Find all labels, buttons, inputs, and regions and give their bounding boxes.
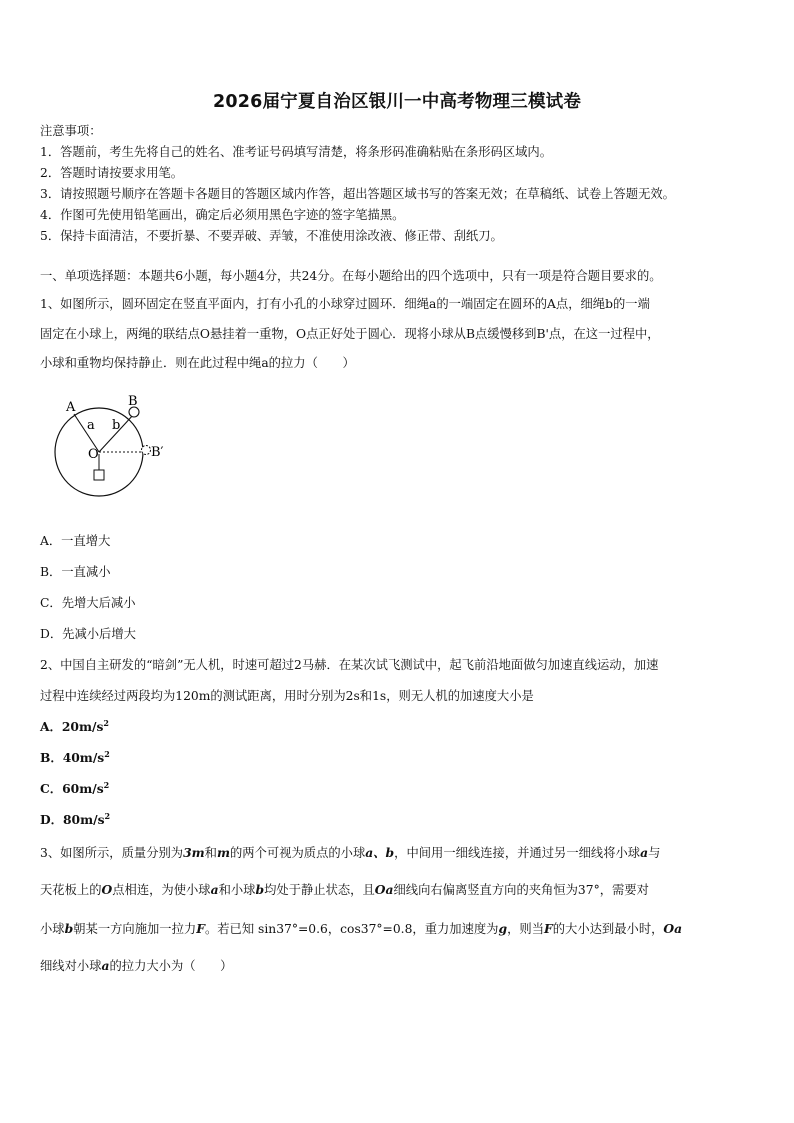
label-O: O bbox=[88, 447, 99, 462]
q1-option-a: A．一直增大 bbox=[40, 534, 111, 548]
notice-item: 5．保持卡面清洁，不要折暴、不要弄破、弄皱，不准使用涂改液、修正带、刮纸刀。 bbox=[40, 229, 503, 243]
label-Bprime: B′ bbox=[151, 445, 164, 460]
q1-option-c: C．先增大后减小 bbox=[40, 596, 136, 610]
label-a: a bbox=[87, 418, 95, 433]
q2-option-d: D．$80m/s^2$ bbox=[40, 810, 111, 827]
q1-text-line: 固定在小球上，两绳的联结点O悬挂着一重物，O点正好处于圆心．现将小球从B点缓慢移到B'点，在这一过程中， bbox=[40, 327, 660, 341]
label-B: B bbox=[128, 394, 138, 409]
q1-text-line: 1、如图所示，圆环固定在竖直平面内，打有小孔的小球穿过圆环．细绳a的一端固定在圆环的A点，细绳b的一端 bbox=[40, 297, 650, 311]
q2-option-a: A．$20m/s^2$ bbox=[40, 717, 109, 734]
notice-item: 1．答题前，考生先将自己的姓名、准考证号码填写清楚，将条形码准确粘贴在条形码区域内。 bbox=[40, 145, 552, 159]
notice-item: 2．答题时请按要求用笔。 bbox=[40, 166, 184, 180]
weight bbox=[94, 470, 104, 480]
notice-header: 注意事项： bbox=[40, 124, 102, 138]
q2-option-c: C．$60m/s^2$ bbox=[40, 779, 110, 796]
q1-option-b: B．一直减小 bbox=[40, 565, 111, 579]
ball-Bprime bbox=[142, 446, 151, 455]
q3-text-line: 天花板上的O点相连，为使小球a和小球b均处于静止状态，且Oa细线向右偏离竖直方向的夹角恒为37°，需要对 bbox=[40, 882, 649, 897]
label-b: b bbox=[112, 418, 121, 433]
q1-text-line: 小球和重物均保持静止．则在此过程中绳a的拉力（ ） bbox=[40, 356, 355, 370]
q2-text-line: 2、中国自主研发的“暗剑”无人机，时速可超过2马赫．在某次试飞测试中，起飞前沿地面做匀加速直线运动，加速 bbox=[40, 658, 659, 672]
notice-item: 4．作图可先使用铅笔画出，确定后必须用黑色字迹的签字笔描黑。 bbox=[40, 208, 405, 222]
q3-text-line: 细线对小球a的拉力大小为（ ） bbox=[40, 958, 233, 973]
q3-text-line: 小球b朝某一方向施加一拉力F。若已知 sin37°=0.6，cos37°=0.8，重力加速度为g，则当F的大小达到最小时，Oa bbox=[40, 921, 683, 936]
q1-ring-figure bbox=[52, 392, 182, 504]
section-heading: 一、单项选择题：本题共6小题，每小题4分，共24分。在每小题给出的四个选项中，只有一项是符合题目要求的。 bbox=[40, 269, 662, 283]
notice-item: 3．请按照题号顺序在答题卡各题目的答题区域内作答，超出答题区域书写的答案无效；在草稿纸、试卷上答题无效。 bbox=[40, 187, 675, 201]
label-A: A bbox=[66, 400, 76, 415]
page-title: 2026届宁夏自治区银川一中高考物理三模试卷 bbox=[212, 92, 582, 112]
q3-text-line: 3、如图所示，质量分别为3m和m的两个可视为质点的小球a、b，中间用一细线连接，并通过另一细线将小球a与 bbox=[40, 845, 661, 860]
q2-option-b: B．$40m/s^2$ bbox=[40, 748, 110, 765]
q1-option-d: D．先减小后增大 bbox=[40, 627, 136, 641]
q2-text-line: 过程中连续经过两段均为120m的测试距离，用时分别为2s和1s，则无人机的加速度大小是 bbox=[40, 689, 534, 703]
